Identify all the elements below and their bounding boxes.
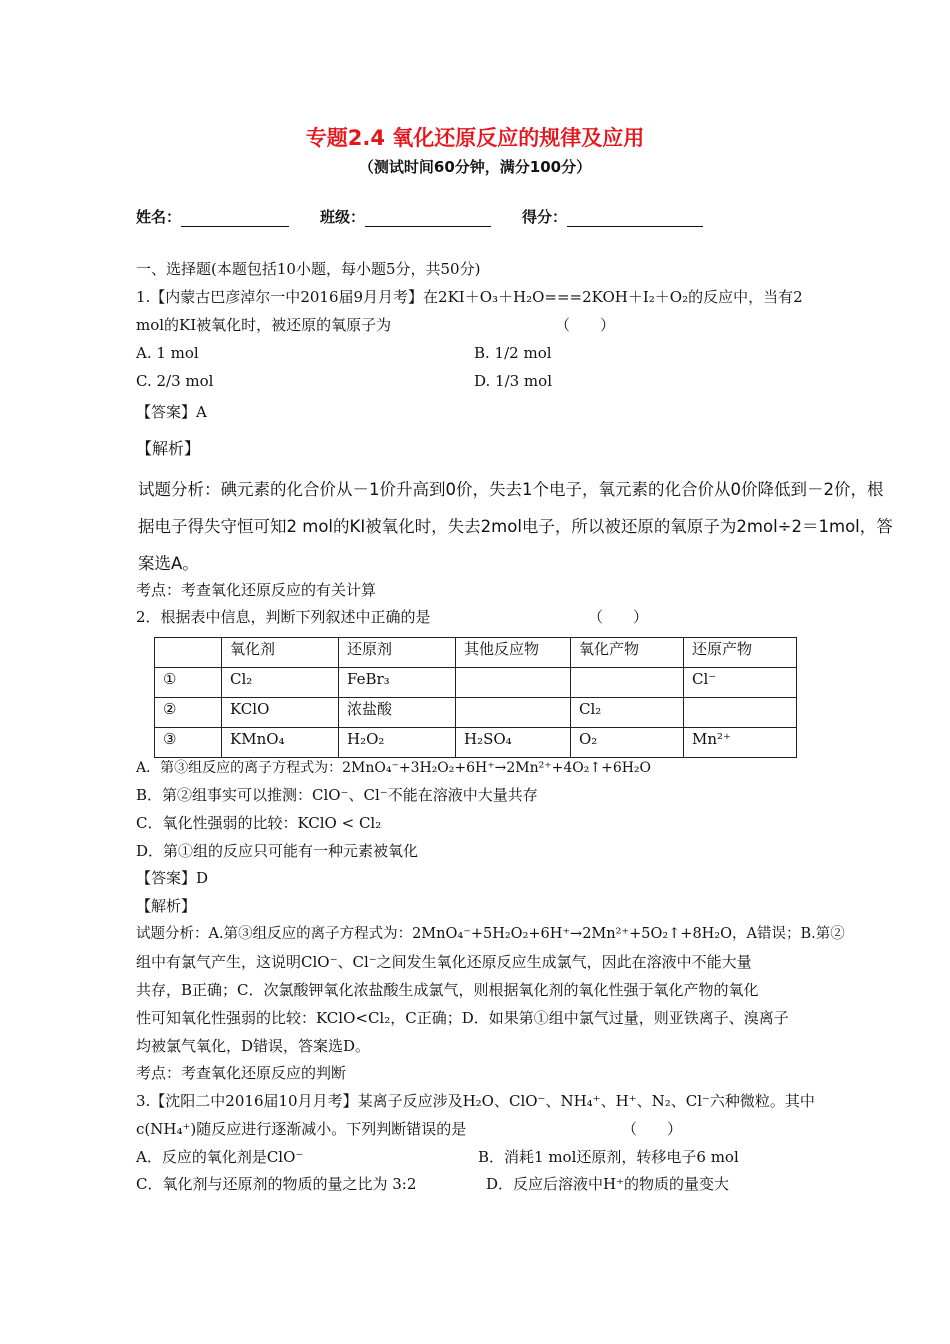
q2-point: 考点：考查氧化还原反应的判断 — [136, 1064, 347, 1082]
class-blank — [365, 210, 491, 227]
q2-analysis-label: 【解析】 — [136, 897, 197, 915]
table-cell: Cl₂ — [222, 668, 339, 698]
q1-option-b: B. 1/2 mol — [474, 344, 552, 362]
table-cell: Cl₂ — [571, 698, 684, 728]
q2-analysis-1: 试题分析：A.第③组反应的离子方程式为：2MnO₄⁻+5H₂O₂+6H⁺→2Mn²⁺+5O₂↑+8H₂O，A错误；B.第② — [136, 926, 845, 942]
table-cell — [456, 698, 571, 728]
table-cell: H₂O₂ — [339, 728, 456, 758]
table-cell: FeBr₃ — [339, 668, 456, 698]
q3-option-c: C．氧化剂与还原剂的物质的量之比为 3:2 — [136, 1175, 417, 1193]
name-label: 姓名： — [136, 208, 182, 226]
q1-analysis-2: 据电子得失守恒可知2 mol的KI被氧化时，失去2mol电子，所以被还原的氧原子为2mol÷2＝1mol，答 — [138, 517, 893, 536]
q3-option-a: A．反应的氧化剂是ClO⁻ — [136, 1148, 304, 1166]
table-row — [155, 668, 797, 698]
table-cell: KMnO₄ — [222, 728, 339, 758]
test-info: （测试时间60分钟，满分100分） — [358, 158, 592, 176]
q2-option-a: A．第③组反应的离子方程式为：2MnO₄⁻+3H₂O₂+6H⁺→2Mn²⁺+4O₂↑+6H₂O — [136, 760, 652, 776]
q2-option-c: C．氧化性强弱的比较：KClO < Cl₂ — [136, 814, 382, 832]
q2-option-d: D．第①组的反应只可能有一种元素被氧化 — [136, 842, 419, 860]
table-header: 还原产物 — [684, 638, 797, 668]
table-cell: 浓盐酸 — [339, 698, 456, 728]
table-cell — [456, 668, 571, 698]
table-cell: H₂SO₄ — [456, 728, 571, 758]
q1-answer-blank: （ ） — [555, 316, 616, 334]
name-blank — [181, 210, 289, 227]
q1-stem: 1.【内蒙古巴彦淖尔一中2016届9月月考】在2KI＋O₃＋H₂O===2KOH＋I₂＋O₂的反应中，当有2 — [136, 288, 803, 306]
q2-analysis-4: 性可知氧化性强弱的比较：KClO<Cl₂，C正确；D．如果第①组中氯气过量，则亚铁离子、溴离子 — [136, 1009, 789, 1027]
section-heading: 一、选择题(本题包括10小题，每小题5分，共50分) — [136, 260, 481, 278]
q1-option-c: C. 2/3 mol — [136, 372, 214, 390]
table-header: 还原剂 — [339, 638, 456, 668]
q3-option-b: B．消耗1 mol还原剂，转移电子6 mol — [478, 1148, 739, 1166]
q2-analysis-3: 共存，B正确；C．次氯酸钾氧化浓盐酸生成氯气，则根据氧化剂的氧化性强于氧化产物的氧化 — [136, 981, 759, 999]
table-cell: KClO — [222, 698, 339, 728]
table-cell: ② — [155, 698, 222, 728]
q1-point: 考点：考查氧化还原反应的有关计算 — [136, 581, 377, 599]
class-field — [320, 206, 491, 227]
q3-option-d: D．反应后溶液中H⁺的物质的量变大 — [486, 1175, 730, 1193]
q1-analysis-3: 案选A。 — [138, 554, 199, 573]
table-cell: Cl⁻ — [684, 668, 797, 698]
table-header: 其他反应物 — [456, 638, 571, 668]
q2-analysis-2: 组中有氯气产生，这说明ClO⁻、Cl⁻之间发生氧化还原反应生成氯气，因此在溶液中不能大量 — [136, 953, 752, 971]
table-header — [155, 638, 222, 668]
name-field — [136, 206, 289, 227]
q2-analysis-5: 均被氯气氧化，D错误，答案选D。 — [136, 1037, 371, 1055]
table-row — [155, 728, 797, 758]
q2-answer: 【答案】D — [136, 869, 209, 887]
q2-answer-blank: （ ） — [588, 608, 649, 626]
table-header: 氧化剂 — [222, 638, 339, 668]
table-cell: ① — [155, 668, 222, 698]
table-cell: ③ — [155, 728, 222, 758]
q1-analysis-1: 试题分析：碘元素的化合价从－1价升高到0价，失去1个电子，氧元素的化合价从0价降低到－2价，根 — [138, 480, 884, 499]
q2-table — [154, 637, 797, 758]
q1-option-d: D. 1/3 mol — [474, 372, 552, 390]
q1-answer: 【答案】A — [136, 403, 207, 421]
page-title: 专题2.4 氧化还原反应的规律及应用 — [305, 126, 645, 150]
q3-answer-blank: （ ） — [622, 1120, 683, 1138]
table-cell — [571, 668, 684, 698]
table-cell: Mn²⁺ — [684, 728, 797, 758]
score-field — [522, 206, 703, 227]
score-blank — [567, 210, 703, 227]
table-cell — [684, 698, 797, 728]
class-label: 班级： — [320, 208, 366, 226]
q3-stem-2: c(NH₄⁺)随反应进行逐渐减小。下列判断错误的是 — [136, 1120, 467, 1138]
table-header: 氧化产物 — [571, 638, 684, 668]
score-label: 得分： — [522, 208, 568, 226]
table-header-row — [155, 638, 797, 668]
q1-option-a: A. 1 mol — [136, 344, 199, 362]
q3-stem: 3.【沈阳二中2016届10月月考】某离子反应涉及H₂O、ClO⁻、NH₄⁺、H⁺、N₂、Cl⁻六种微粒。其中 — [136, 1092, 815, 1110]
table-cell: O₂ — [571, 728, 684, 758]
q1-analysis-label: 【解析】 — [136, 439, 201, 458]
table-row — [155, 698, 797, 728]
q1-stem-2: mol的KI被氧化时，被还原的氧原子为 — [136, 316, 392, 334]
q2-stem: 2．根据表中信息，判断下列叙述中正确的是 — [136, 608, 431, 626]
q2-option-b: B．第②组事实可以推测：ClO⁻、Cl⁻不能在溶液中大量共存 — [136, 786, 538, 804]
